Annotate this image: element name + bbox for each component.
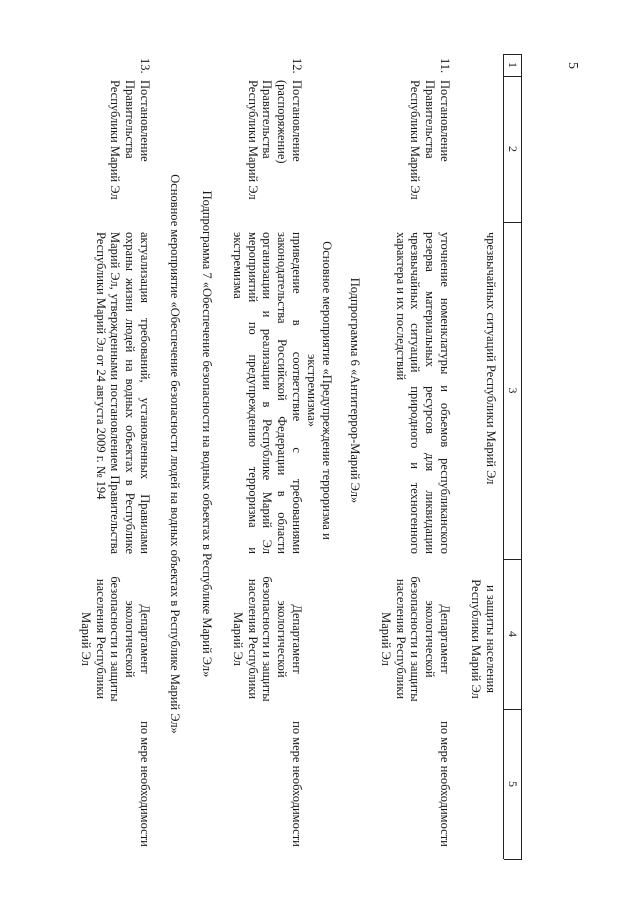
row-content: актуализация требований, установленных Правилами охраны жизни людей на водных объектах в Республике Марий Эл, утвержденными постановлением Правительства Республики Марий Эл от 24 августа 2009 г. № 194: [93, 232, 152, 554]
row-number: 13.: [138, 58, 152, 74]
header-col-4: 4: [506, 631, 520, 637]
row-content: уточнение номенклатуры и объемов республиканского резерва материальных ресурсов для ликвидации чрезвычайных ситуаций природного и техногенного характера и их последствий: [393, 232, 452, 554]
row-term: по мере необходимости: [138, 721, 152, 847]
row-term: по мере необходимости: [438, 721, 452, 847]
carry-over-executor: и защиты населения Республики Марий Эл: [469, 579, 498, 699]
col-border: [504, 859, 522, 860]
header-col-3: 3: [506, 387, 520, 394]
section-6-measure: Основное мероприятие «Предупреждение терроризма и экстремизма»: [305, 241, 334, 540]
row-document: Постановление (распоряжение) Правительства Республики Марий Эл: [245, 80, 304, 200]
page-number: 5: [565, 62, 580, 69]
section-7-measure: Основное мероприятие «Обеспечение безопасности людей на водных объектах в Республике Марий Эл»: [168, 174, 182, 734]
section-7-title: Подпрограмма 7 «Обеспечение безопасности на водных объектах в Республике Марий Эл»: [200, 190, 214, 678]
row-term: по мере необходимости: [290, 721, 304, 847]
row-executor: Департамент экологической безопасности и защиты населения Республики Марий Эл: [79, 576, 152, 702]
row-content: приведение в соответствие с требованиями законодательства Российской Федерации в области организации и реализации в Республике Марий Эл мероприятий по предупреждению терроризма и экстремизма: [231, 232, 304, 554]
header-col-1: 1: [506, 62, 520, 68]
rotated-table: [42, 54, 522, 859]
row-document: Постановление Правительства Республики Марий Эл: [408, 80, 452, 200]
row-number: 12.: [290, 58, 304, 74]
header-bottom-border: [503, 54, 504, 859]
row-document: Постановление Правительства Республики Марий Эл: [108, 80, 152, 200]
header-col-2: 2: [506, 146, 520, 152]
header-col-5: 5: [506, 781, 520, 787]
table-top-border: [521, 54, 522, 859]
row-executor: Департамент экологической безопасности и защиты населения Республики Марий Эл: [231, 576, 304, 702]
row-executor: Департамент экологической безопасности и защиты населения Республики Марий Эл: [379, 576, 452, 702]
section-6-title: Подпрограмма 6 «Антитеррор-Марий Эл»: [348, 277, 362, 504]
carry-over-content: чрезвычайных ситуаций Республики Марий Эл: [484, 232, 498, 485]
row-number: 11.: [438, 58, 452, 74]
